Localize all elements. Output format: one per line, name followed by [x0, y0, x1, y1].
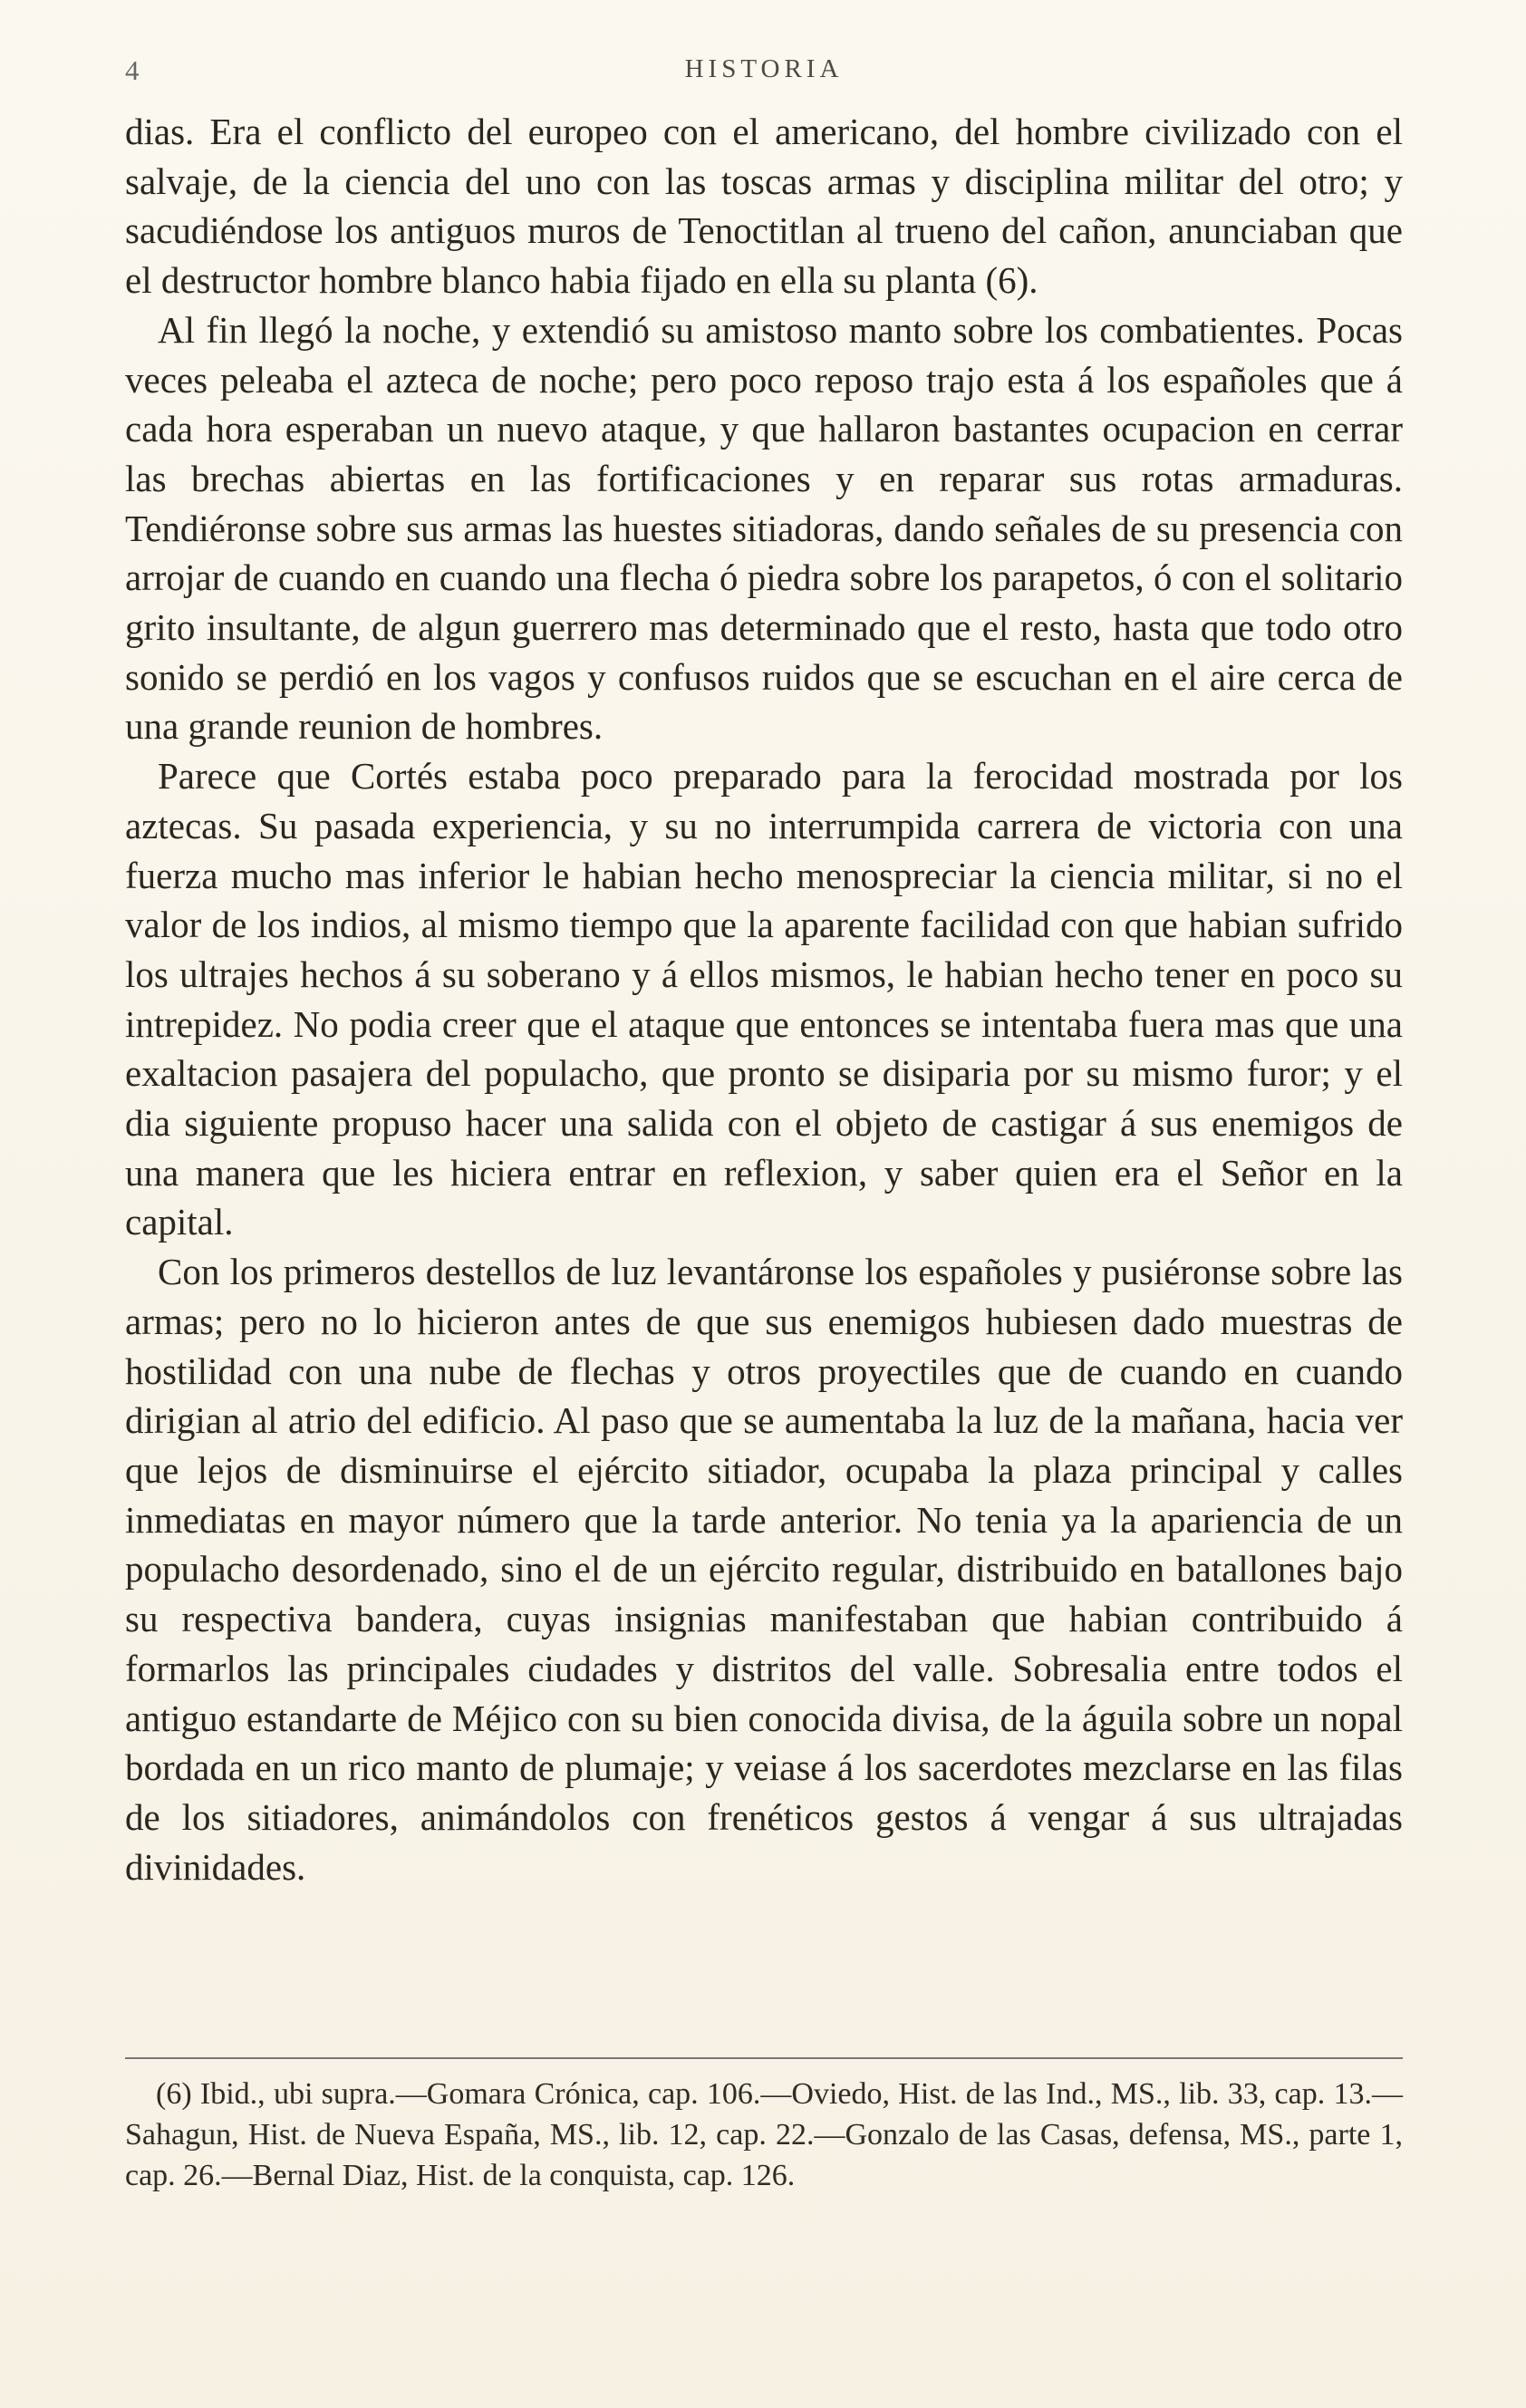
footnote-6: (6) Ibid., ubi supra.—Gomara Crónica, cap. 106.—Oviedo, Hist. de las Ind., MS., lib. 33, cap. 13.—Sahagun, Hist. de Nueva España, MS., lib. 12, cap. 22.—Gonzalo de las Casas, defensa, MS., parte 1, cap. 26.—Bernal Diaz, Hist. de la conquista, cap. 126.: [125, 2077, 1403, 2192]
footnotes: [125, 2074, 1403, 2196]
main-text: [125, 107, 1403, 1891]
running-head: [125, 54, 1403, 92]
footnote-rule: [125, 2057, 1403, 2059]
paragraph-night: Al fin llegó la noche, y extendió su amistoso manto sobre los combatientes. Pocas veces peleaba el azteca de noche; pero poco reposo trajo esta á los españoles que á cada hora esperaban un nuevo ataque, y que hallaron bastantes ocupacion en cerrar las brechas abiertas en las fortificaciones y en reparar sus rotas armaduras. Tendiéronse sobre sus armas las huestes sitiadoras, dando señales de su presencia con arrojar de cuando en cuando una flecha ó piedra sobre los parapetos, ó con el solitario grito insultante, de algun guerrero mas determinado que el resto, hasta que todo otro sonido se perdió en los vagos y confusos ruidos que se escuchan en el aire cerca de una grande reunion de hombres.: [125, 308, 1403, 748]
paragraph-dawn: Con los primeros destellos de luz levantáronse los españoles y pusiéronse sobre las armas; pero no lo hicieron antes de que sus enemigos hubiesen dado muestras de hostilidad con una nube de flechas y otros proyectiles que de cuando en cuando dirigian al atrio del edificio. Al paso que se aumentaba la luz de la mañana, hacia ver que lejos de disminuirse el ejército sitiador, ocupaba la plaza principal y calles inmediatas en mayor número que la tarde anterior. No tenia ya la apariencia de un populacho desordenado, sino el de un ejército regular, distribuido en batallones bajo su respectiva bandera, cuyas insignias manifestaban que habian contribuido á formarlos las principales ciudades y distritos del valle. Sobresalia entre todos el antiguo estandarte de Méjico con su bien conocida divisa, de la águila sobre un nopal bordada en un rico manto de plumaje; y veiase á los sacerdotes mezclarse en las filas de los sitiadores, animándolos con frenéticos gestos á vengar á sus ultrajadas divinidades.: [125, 1251, 1403, 1888]
page-number: 4: [125, 54, 140, 86]
paragraph-continuation: dias. Era el conflicto del europeo con el americano, del hombre civilizado con el salvaje, de la ciencia del uno con las toscas armas y disciplina militar del otro; y sacudiéndose los antiguos muros de Tenoctitlan al trueno del cañon, anunciaban que el destructor hombre blanco habia fijado en ella su planta (6).: [125, 111, 1403, 302]
book-title: HISTORIA: [684, 54, 844, 83]
paragraph-cortes: Parece que Cortés estaba poco preparado para la ferocidad mostrada por los aztecas. Su pasada experiencia, y su no interrumpida carrera de victoria con una fuerza mucho mas inferior le habian hecho menospreciar la ciencia militar, si no el valor de los indios, al mismo tiempo que la aparente facilidad con que habian sufrido los ultrajes hechos á su soberano y á ellos mismos, le habian hecho tener en poco su intrepidez. No podia creer que el ataque que entonces se intentaba fuera mas que una exaltacion pasajera del populacho, que pronto se disiparia por su mismo furor; y el dia siguiente propuso hacer una salida con el objeto de castigar á sus enemigos de una manera que les hiciera entrar en reflexion, y saber quien era el Señor en la capital.: [125, 755, 1403, 1243]
